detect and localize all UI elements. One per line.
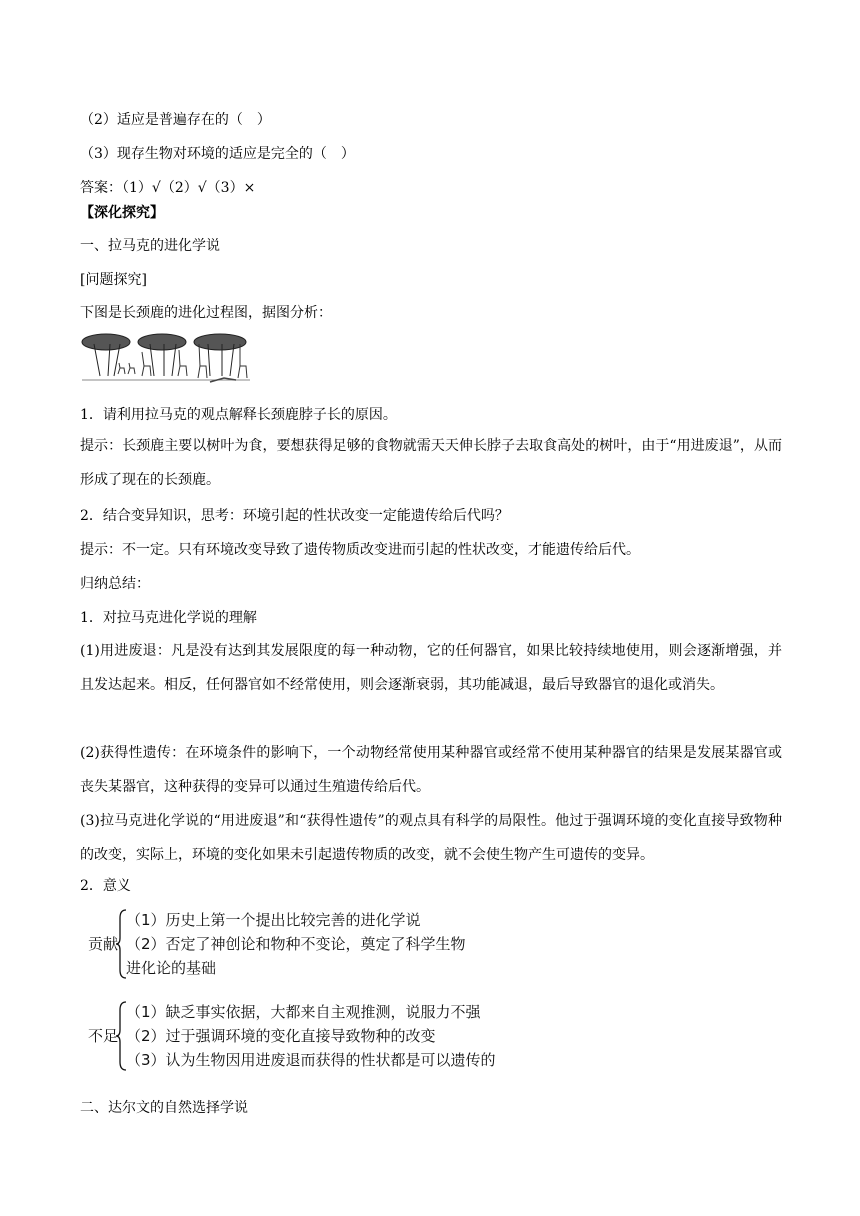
summary-2: 2．意义 (80, 878, 131, 894)
summary-1: 1．对拉马克进化学说的理解 (80, 610, 257, 626)
answer-line: 答案：（1）√（2）√（3）× (80, 180, 256, 196)
question-2: （2）适应是普遍存在的（ ） (80, 112, 271, 128)
paragraph-limitations: (3)拉马克进化学说的“用进废退”和“获得性遗传”的观点具有科学的局限性。他过于强调环境的变化直接导致物种的改变，实际上，环境的变化如果未引起遗传物质的改变，就不会使生物产生可遗传的变异。 (80, 813, 782, 863)
shortcoming-item-3: （3）认为生物因用进废退而获得的性状都是可以遗传的 (126, 1051, 496, 1069)
paragraph-acquired-inheritance: (2)获得性遗传：在环境条件的影响下，一个动物经常使用某种器官或经常不使用某种器官的结果是发展某器官或丧失某器官，这种获得的变异可以通过生殖遗传给后代。 (80, 745, 782, 795)
question-3: （3）现存生物对环境的适应是完全的（ ） (80, 146, 355, 162)
problem-label: [问题探究] (80, 272, 147, 288)
shortcoming-item-1: （1）缺乏事实依据，大都来自主观推测，说服力不强 (126, 1003, 481, 1021)
paragraph-use-disuse: (1)用进废退：凡是没有达到其发展限度的每一种动物，它的任何器官，如果比较持续地使用，则会逐渐增强，并且发达起来。相反，任何器官如不经常使用，则会逐渐衰弱，其功能减退，最后导致器官的退化或消失。 (80, 643, 782, 693)
contribution-item-1: （1）历史上第一个提出比较完善的进化学说 (126, 911, 421, 929)
section-heading: 【深化探究】 (80, 205, 164, 221)
contribution-item-2-cont: 进化论的基础 (126, 959, 217, 977)
part2-title: 二、达尔文的自然选择学说 (80, 1100, 248, 1116)
question-explain: 1．请利用拉马克的观点解释长颈鹿脖子长的原因。 (80, 407, 397, 423)
contribution-item-2: （2）否定了神创论和物种不变论，奠定了科学生物 (126, 935, 466, 953)
shortcoming-label: 不足 (88, 1027, 119, 1045)
question-heredity: 2．结合变异知识，思考：环境引起的性状改变一定能遗传给后代吗？ (80, 508, 509, 524)
part1-title: 一、拉马克的进化学说 (80, 238, 220, 254)
contribution-label: 贡献 (88, 935, 119, 953)
giraffe-evolution-figure (80, 330, 252, 386)
shortcoming-item-2: （2）过于强调环境的变化直接导致物种的改变 (126, 1027, 436, 1045)
intro-text: 下图是长颈鹿的进化过程图，据图分析： (80, 305, 332, 321)
hint-1: 提示：长颈鹿主要以树叶为食，要想获得足够的食物就需天天伸长脖子去取食高处的树叶，由于“用进废退”，从而形成了现在的长颈鹿。 (80, 438, 782, 488)
summary-label: 归纳总结： (80, 576, 150, 592)
hint-2: 提示：不一定。只有环境改变导致了遗传物质改变进而引起的性状改变，才能遗传给后代。 (80, 542, 640, 558)
